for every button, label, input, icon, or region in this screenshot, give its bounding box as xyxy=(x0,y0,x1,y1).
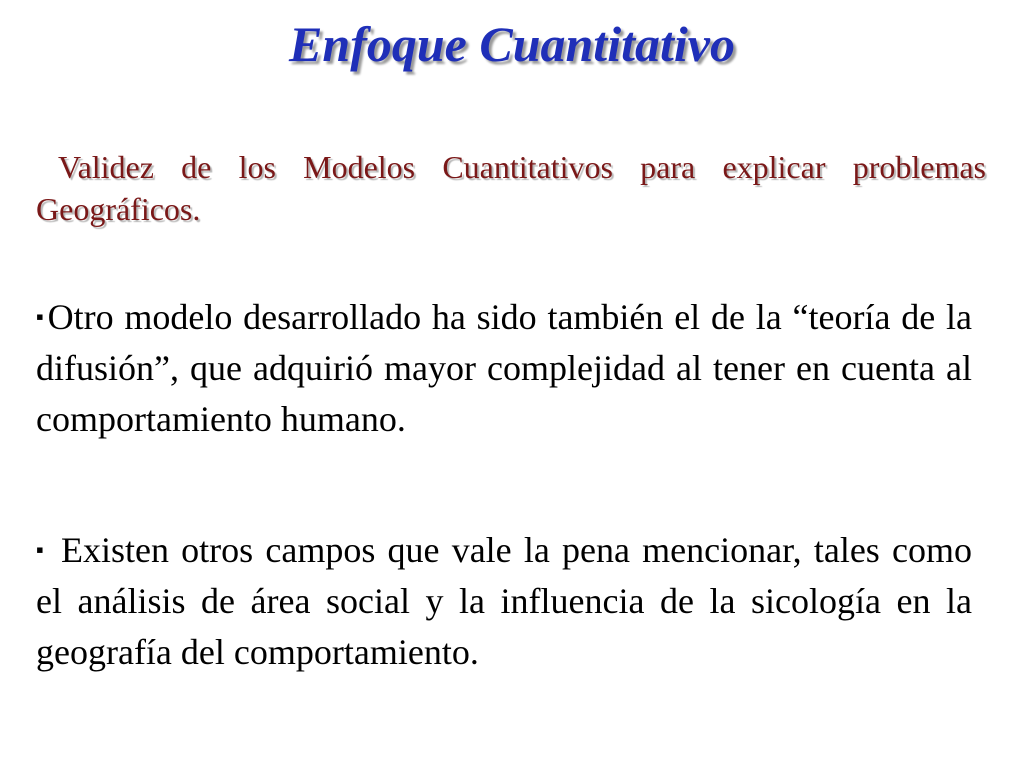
slide-title: Enfoque Cuantitativo xyxy=(289,16,735,72)
square-bullet-icon: ▪ xyxy=(36,304,46,329)
bullet-paragraph-2-text: Existen otros campos que vale la pena mencionar, tales como el análisis de área social y la influencia de la sicología en la geografía del comportamiento. xyxy=(36,530,972,672)
bullet-paragraph-2 xyxy=(36,524,972,678)
slide-subtitle: Validez de los Modelos Cuantitativos para explicar problemas Geográficos. xyxy=(36,149,986,227)
square-bullet-icon: ▪ xyxy=(36,537,47,562)
bullet-paragraph-1 xyxy=(36,291,972,445)
bullet-paragraph-1-text: Otro modelo desarrollado ha sido también el de la “teoría de la difusión”, que adquirió mayor complejidad al tener en cuenta al comportamiento humano. xyxy=(36,297,972,439)
